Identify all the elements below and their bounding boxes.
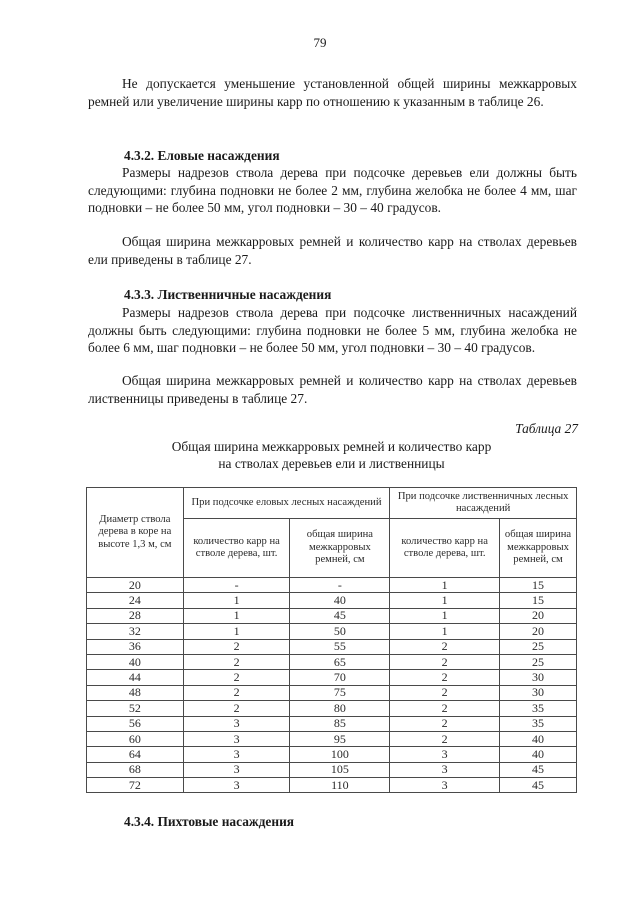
header-group-spruce: При подсочке еловых лесных насаждений: [183, 488, 390, 519]
table-row: [87, 762, 577, 777]
larch-count-cell: 3: [390, 762, 500, 777]
larch-width-cell: 20: [500, 608, 577, 623]
section-heading-spruce: 4.3.2. Еловые насаждения: [124, 148, 280, 163]
header-larch-width: общая ширина межкарровых ремней, см: [500, 519, 577, 578]
larch-width-cell: 45: [500, 778, 577, 793]
larch-count-cell: 1: [390, 593, 500, 608]
spruce-count-cell: 3: [183, 731, 290, 746]
larch-count-cell: 2: [390, 670, 500, 685]
spruce-width-cell: 65: [290, 654, 390, 669]
larch-width-cell: 30: [500, 670, 577, 685]
section-heading-fir: 4.3.4. Пихтовые насаждения: [124, 814, 295, 829]
table-row: [87, 716, 577, 731]
diameter-cell: 48: [87, 685, 184, 700]
spruce-width-cell: -: [290, 578, 390, 593]
table-body: [87, 578, 577, 793]
larch-width-cell: 20: [500, 624, 577, 639]
diameter-cell: 68: [87, 762, 184, 777]
table-title: [86, 438, 577, 472]
larch-width-cell: 45: [500, 762, 577, 777]
larch-count-cell: 1: [390, 578, 500, 593]
spruce-width-cell: 50: [290, 624, 390, 639]
larch-count-cell: 2: [390, 701, 500, 716]
larch-count-cell: 2: [390, 716, 500, 731]
spruce-count-cell: 3: [183, 747, 290, 762]
larch-width-cell: 35: [500, 716, 577, 731]
diameter-cell: 44: [87, 670, 184, 685]
intro-paragraph: Не допускается уменьшение установленной общей ширины межкарровых ремней или увеличение ширины карр по отношению к указанным в таблице 26.: [88, 76, 577, 109]
table-row: [87, 701, 577, 716]
spruce-paragraph-2: Общая ширина межкарровых ремней и количество карр на стволах деревьев ели приведены в таблице 27.: [88, 234, 577, 267]
header-group-larch: При подсочке лиственничных лесных насаждений: [390, 488, 577, 519]
diameter-cell: 40: [87, 654, 184, 669]
table-title-line-2: на стволах деревьев ели и лиственницы: [218, 456, 445, 471]
spruce-count-cell: 2: [183, 685, 290, 700]
diameter-cell: 28: [87, 608, 184, 623]
larch-width-cell: 25: [500, 654, 577, 669]
diameter-cell: 24: [87, 593, 184, 608]
diameter-cell: 52: [87, 701, 184, 716]
diameter-cell: 72: [87, 778, 184, 793]
larch-count-cell: 3: [390, 778, 500, 793]
spruce-count-cell: 3: [183, 762, 290, 777]
larch-width-cell: 25: [500, 639, 577, 654]
spruce-count-cell: -: [183, 578, 290, 593]
page-number: 79: [313, 35, 327, 50]
larch-count-cell: 1: [390, 608, 500, 623]
spruce-count-cell: 2: [183, 670, 290, 685]
table-row: [87, 624, 577, 639]
table-row: [87, 608, 577, 623]
table-row: [87, 654, 577, 669]
larch-count-cell: 1: [390, 624, 500, 639]
header-spruce-count: количество карр на стволе дерева, шт.: [183, 519, 290, 578]
header-larch-count: количество карр на стволе дерева, шт.: [390, 519, 500, 578]
spruce-width-cell: 80: [290, 701, 390, 716]
spruce-width-cell: 55: [290, 639, 390, 654]
spruce-count-cell: 1: [183, 608, 290, 623]
spruce-count-cell: 1: [183, 624, 290, 639]
spruce-width-cell: 100: [290, 747, 390, 762]
table-row: [87, 593, 577, 608]
section-heading-larch: 4.3.3. Лиственничные насаждения: [124, 287, 332, 302]
larch-count-cell: 2: [390, 654, 500, 669]
spruce-width-cell: 75: [290, 685, 390, 700]
diameter-cell: 56: [87, 716, 184, 731]
larch-width-cell: 40: [500, 747, 577, 762]
table-row: [87, 778, 577, 793]
spruce-count-cell: 2: [183, 701, 290, 716]
spruce-width-cell: 95: [290, 731, 390, 746]
table-label: Таблица 27: [515, 421, 578, 436]
table-row: [87, 731, 577, 746]
tapping-table: [86, 487, 577, 793]
spruce-count-cell: 2: [183, 639, 290, 654]
larch-width-cell: 40: [500, 731, 577, 746]
larch-width-cell: 35: [500, 701, 577, 716]
diameter-cell: 20: [87, 578, 184, 593]
larch-paragraph-1: Размеры надрезов ствола дерева при подсочке лиственничных насаждений должны быть следующими: глубина подновки не более 5 мм, глубина желобка не более 6 мм, шаг подновки – не более 50 мм, угол подновки – 30 – 40 градусов.: [88, 305, 577, 355]
larch-count-cell: 2: [390, 685, 500, 700]
table-row: [87, 670, 577, 685]
spruce-width-cell: 40: [290, 593, 390, 608]
spruce-width-cell: 45: [290, 608, 390, 623]
table-title-line-1: Общая ширина межкарровых ремней и количество карр: [171, 439, 492, 454]
larch-width-cell: 15: [500, 578, 577, 593]
larch-count-cell: 2: [390, 639, 500, 654]
diameter-cell: 60: [87, 731, 184, 746]
larch-paragraph-2: Общая ширина межкарровых ремней и количество карр на стволах деревьев лиственницы приведены в таблице 27.: [88, 373, 577, 406]
diameter-cell: 36: [87, 639, 184, 654]
spruce-width-cell: 70: [290, 670, 390, 685]
diameter-cell: 64: [87, 747, 184, 762]
larch-width-cell: 30: [500, 685, 577, 700]
header-spruce-width: общая ширина межкарровых ремней, см: [290, 519, 390, 578]
larch-width-cell: 15: [500, 593, 577, 608]
larch-count-cell: 3: [390, 747, 500, 762]
spruce-paragraph-1: Размеры надрезов ствола дерева при подсочке деревьев ели должны быть следующими: глубина подновки не более 2 мм, глубина желобка не более 4 мм, шаг подновки – не более 50 мм, угол подновки – 30 – 40 градусов.: [88, 165, 577, 215]
table-row: [87, 747, 577, 762]
spruce-width-cell: 85: [290, 716, 390, 731]
diameter-cell: 32: [87, 624, 184, 639]
spruce-count-cell: 3: [183, 716, 290, 731]
header-diameter: Диаметр ствола дерева в коре на высоте 1,3 м, см: [87, 488, 184, 578]
spruce-width-cell: 105: [290, 762, 390, 777]
spruce-count-cell: 1: [183, 593, 290, 608]
spruce-count-cell: 2: [183, 654, 290, 669]
table-row: [87, 578, 577, 593]
spruce-width-cell: 110: [290, 778, 390, 793]
larch-count-cell: 2: [390, 731, 500, 746]
table-row: [87, 639, 577, 654]
spruce-count-cell: 3: [183, 778, 290, 793]
table-row: [87, 685, 577, 700]
